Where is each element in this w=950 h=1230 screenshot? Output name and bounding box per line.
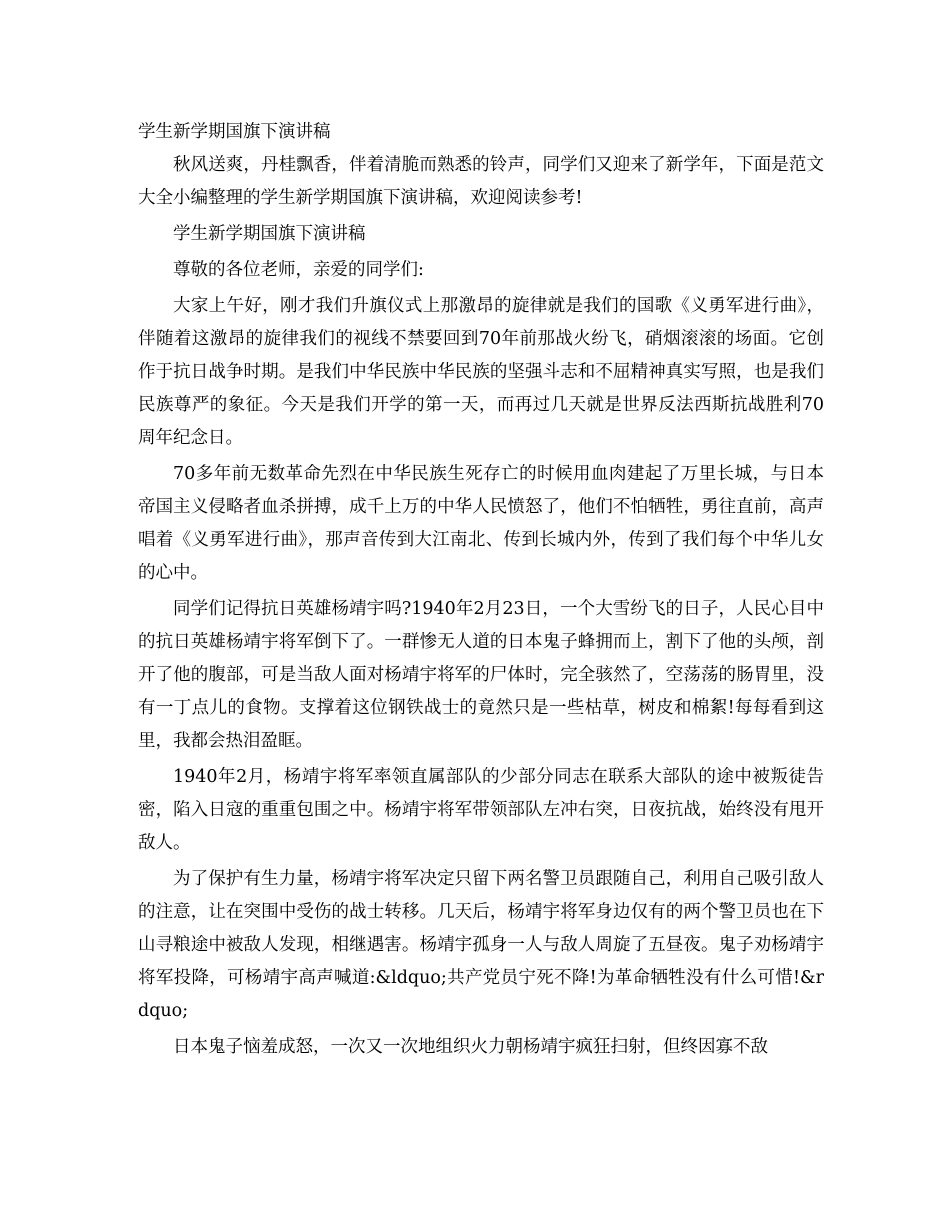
paragraph-encirclement: 1940年2月，杨靖宇将军率领直属部队的少部分同志在联系大部队的途中被叛徒告密，陷入日寇的重重包围之中。杨靖宇将军带领部队左冲右突，日夜抗战，始终没有甩开敌人。 [138,767,824,853]
paragraph-intro: 秋风送爽，丹桂飘香，伴着清脆而熟悉的铃声，同学们又迎来了新学年，下面是范文大全小编整理的学生新学期国旗下演讲稿，欢迎阅读参考! [138,155,824,208]
paragraph-salutation: 尊敬的各位老师，亲爱的同学们: [173,260,424,280]
paragraph-yang-jingyu: 同学们记得抗日英雄杨靖宇吗?1940年2月23日，一个大雪纷飞的日子，人民心目中的抗日英雄杨靖宇将军倒下了。一群惨无人道的日本鬼子蜂拥而上，割下了他的头颅，剖开了他的腹部，可是当敌人面对杨靖宇将军的尸体时，完全骇然了，空荡荡的肠胃里，没有一丁点儿的食物。支撑着这位钢铁战士的竟然只是一些枯草，树皮和棉絮!每每看到这里，我都会热泪盈眶。 [138,599,824,751]
paragraph-guards: 为了保护有生力量，杨靖宇将军决定只留下两名警卫员跟随自己，利用自己吸引敌人的注意，让在突围中受伤的战士转移。几天后，杨靖宇将军身边仅有的两个警卫员也在下山寻粮途中被敌人发现，相继遇害。杨靖宇孤身一人与敌人周旋了五昼夜。鬼子劝杨靖宇将军投降，可杨靖宇高声喊道:&ldquo;共产党员宁死不降!为革命牺牲没有什么可惜!&rdquo; [138,869,824,1021]
paragraph-subtitle: 学生新学期国旗下演讲稿 [173,224,366,244]
paragraph-martyrs: 70多年前无数革命先烈在中华民族生死存亡的时候用血肉建起了万里长城，与日本帝国主义侵略者血杀拼搏，成千上万的中华人民愤怒了，他们不怕牺牲，勇往直前，高声唱着《义勇军进行曲》，那声音传到大江南北、传到长城内外，传到了我们每个中华儿女的心中。 [138,464,824,583]
document-title: 学生新学期国旗下演讲稿 [138,122,331,142]
paragraph-anthem: 大家上午好，刚才我们升旗仪式上那激昂的旋律就是我们的国歌《义勇军进行曲》，伴随着这激昂的旋律我们的视线不禁要回到70年前那战火纷飞，硝烟滚滚的场面。它创作于抗日战争时期。是我们中华民族中华民族的坚强斗志和不屈精神真实写照，也是我们民族尊严的象征。今天是我们开学的第一天，而再过几天就是世界反法西斯抗战胜利70周年纪念日。 [138,296,824,448]
paragraph-final: 日本鬼子恼羞成怒，一次又一次地组织火力朝杨靖宇疯狂扫射，但终因寡不敌 [173,1037,768,1057]
document-body [138,116,824,1067]
